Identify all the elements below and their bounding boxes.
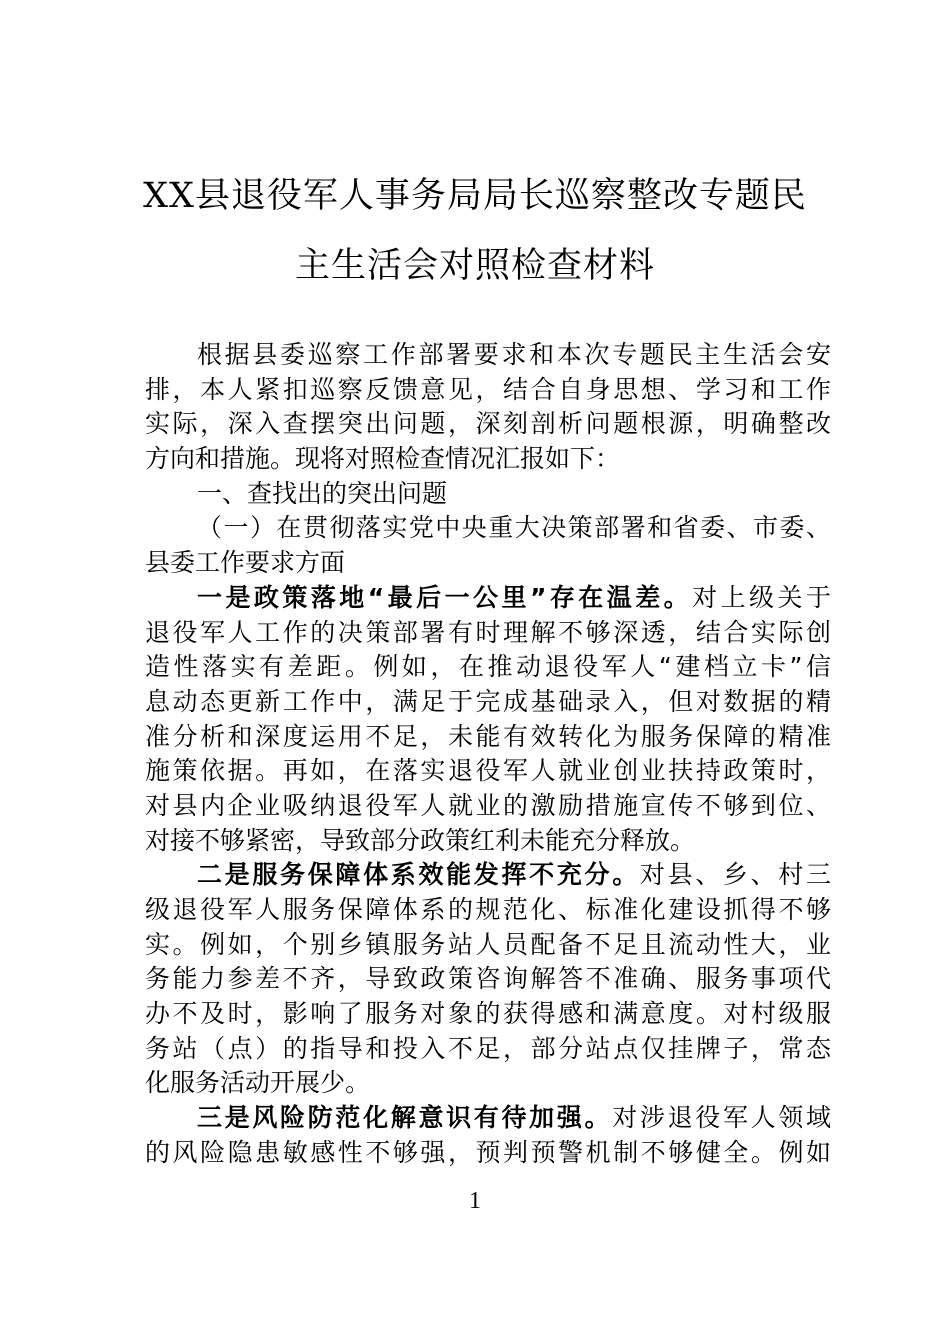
line-text: 的风险隐患敏感性不够强，预判预警机制不够健全。例如 xyxy=(145,1137,831,1167)
paragraph-line xyxy=(145,1136,831,1171)
paragraph-line xyxy=(145,928,831,963)
line-text: 根据县委巡察工作部署要求和本次专题民主生活会安 xyxy=(197,340,831,369)
line-text: 准分析和深度运用不足，未能有效转化为服务保障的精准 xyxy=(145,721,831,751)
line-text: 务能力参差不齐，导致政策咨询解答不准确、服务事项代 xyxy=(145,964,831,994)
paragraph-line xyxy=(145,997,831,1032)
paragraph-line xyxy=(145,442,831,477)
paragraph-line xyxy=(145,477,831,512)
document-title-line-1: XX县退役军人事务局局长巡察整改专题民 xyxy=(143,176,807,216)
line-text: 施策依据。再如，在落实退役军人就业创业扶持政策时， xyxy=(145,756,831,786)
paragraph-line xyxy=(145,616,831,651)
paragraph-line xyxy=(145,858,831,893)
paragraph-line xyxy=(145,754,831,789)
line-text: 县委工作要求方面 xyxy=(145,548,346,578)
line-text: 务站（点）的指导和投入不足，部分站点仅挂牌子，常态 xyxy=(145,1033,831,1063)
paragraph-line xyxy=(145,789,831,824)
document-title-line-2: 主生活会对照检查材料 xyxy=(294,246,655,286)
paragraph-line xyxy=(145,1101,831,1136)
paragraph-line xyxy=(145,720,831,755)
bold-lead-text: 三是风险防范化解意识有待加强。 xyxy=(197,1103,613,1133)
paragraph-line xyxy=(145,338,831,373)
line-text: 对涉退役军人领域 xyxy=(612,1103,831,1133)
line-text: 排，本人紧扣巡察反馈意见，结合自身思想、学习和工作 xyxy=(145,374,831,404)
line-text: 方向和措施。现将对照检查情况汇报如下： xyxy=(145,444,621,474)
line-text: 对县、乡、村三 xyxy=(639,860,831,890)
line-text: 一、查找出的突出问题 xyxy=(197,478,448,508)
paragraph-line xyxy=(145,962,831,997)
document-body xyxy=(145,338,831,1171)
paragraph-line xyxy=(145,893,831,928)
paragraph-line xyxy=(145,407,831,442)
paragraph-line xyxy=(145,685,831,720)
line-text: 实际，深入查摆突出问题，深刻剖析问题根源，明确整改 xyxy=(145,409,831,439)
bold-lead-text: 一是政策落地“最后一公里”存在温差。 xyxy=(197,582,693,612)
paragraph-line xyxy=(145,824,831,859)
paragraph-line xyxy=(145,546,831,581)
paragraph-line xyxy=(145,511,831,546)
paragraph-line xyxy=(145,650,831,685)
line-text: 办不及时，影响了服务对象的获得感和满意度。对村级服 xyxy=(145,999,831,1029)
line-text: 实。例如，个别乡镇服务站人员配备不足且流动性大，业 xyxy=(145,929,831,959)
line-text: 级退役军人服务保障体系的规范化、标准化建设抓得不够 xyxy=(145,895,831,924)
line-text: 造性落实有差距。例如，在推动退役军人“建档立卡”信 xyxy=(145,652,831,682)
paragraph-line xyxy=(145,1032,831,1067)
page-number: 1 xyxy=(469,1188,481,1214)
line-text: 化服务活动开展少。 xyxy=(145,1068,371,1098)
paragraph-line xyxy=(145,1066,831,1101)
line-text: 对县内企业吸纳退役军人就业的激励措施宣传不够到位、 xyxy=(145,790,831,820)
bold-lead-text: 二是服务保障体系效能发挥不充分。 xyxy=(197,860,640,890)
line-text: 退役军人工作的决策部署有时理解不够深透，结合实际创 xyxy=(145,617,831,647)
line-text: 对上级关于 xyxy=(692,582,831,612)
line-text: （一）在贯彻落实党中央重大决策部署和省委、市委、 xyxy=(197,513,831,543)
line-text: 对接不够紧密，导致部分政策红利未能充分释放。 xyxy=(145,825,696,855)
paragraph-line xyxy=(145,373,831,408)
line-text: 息动态更新工作中，满足于完成基础录入，但对数据的精 xyxy=(145,686,831,716)
paragraph-line xyxy=(145,581,831,616)
